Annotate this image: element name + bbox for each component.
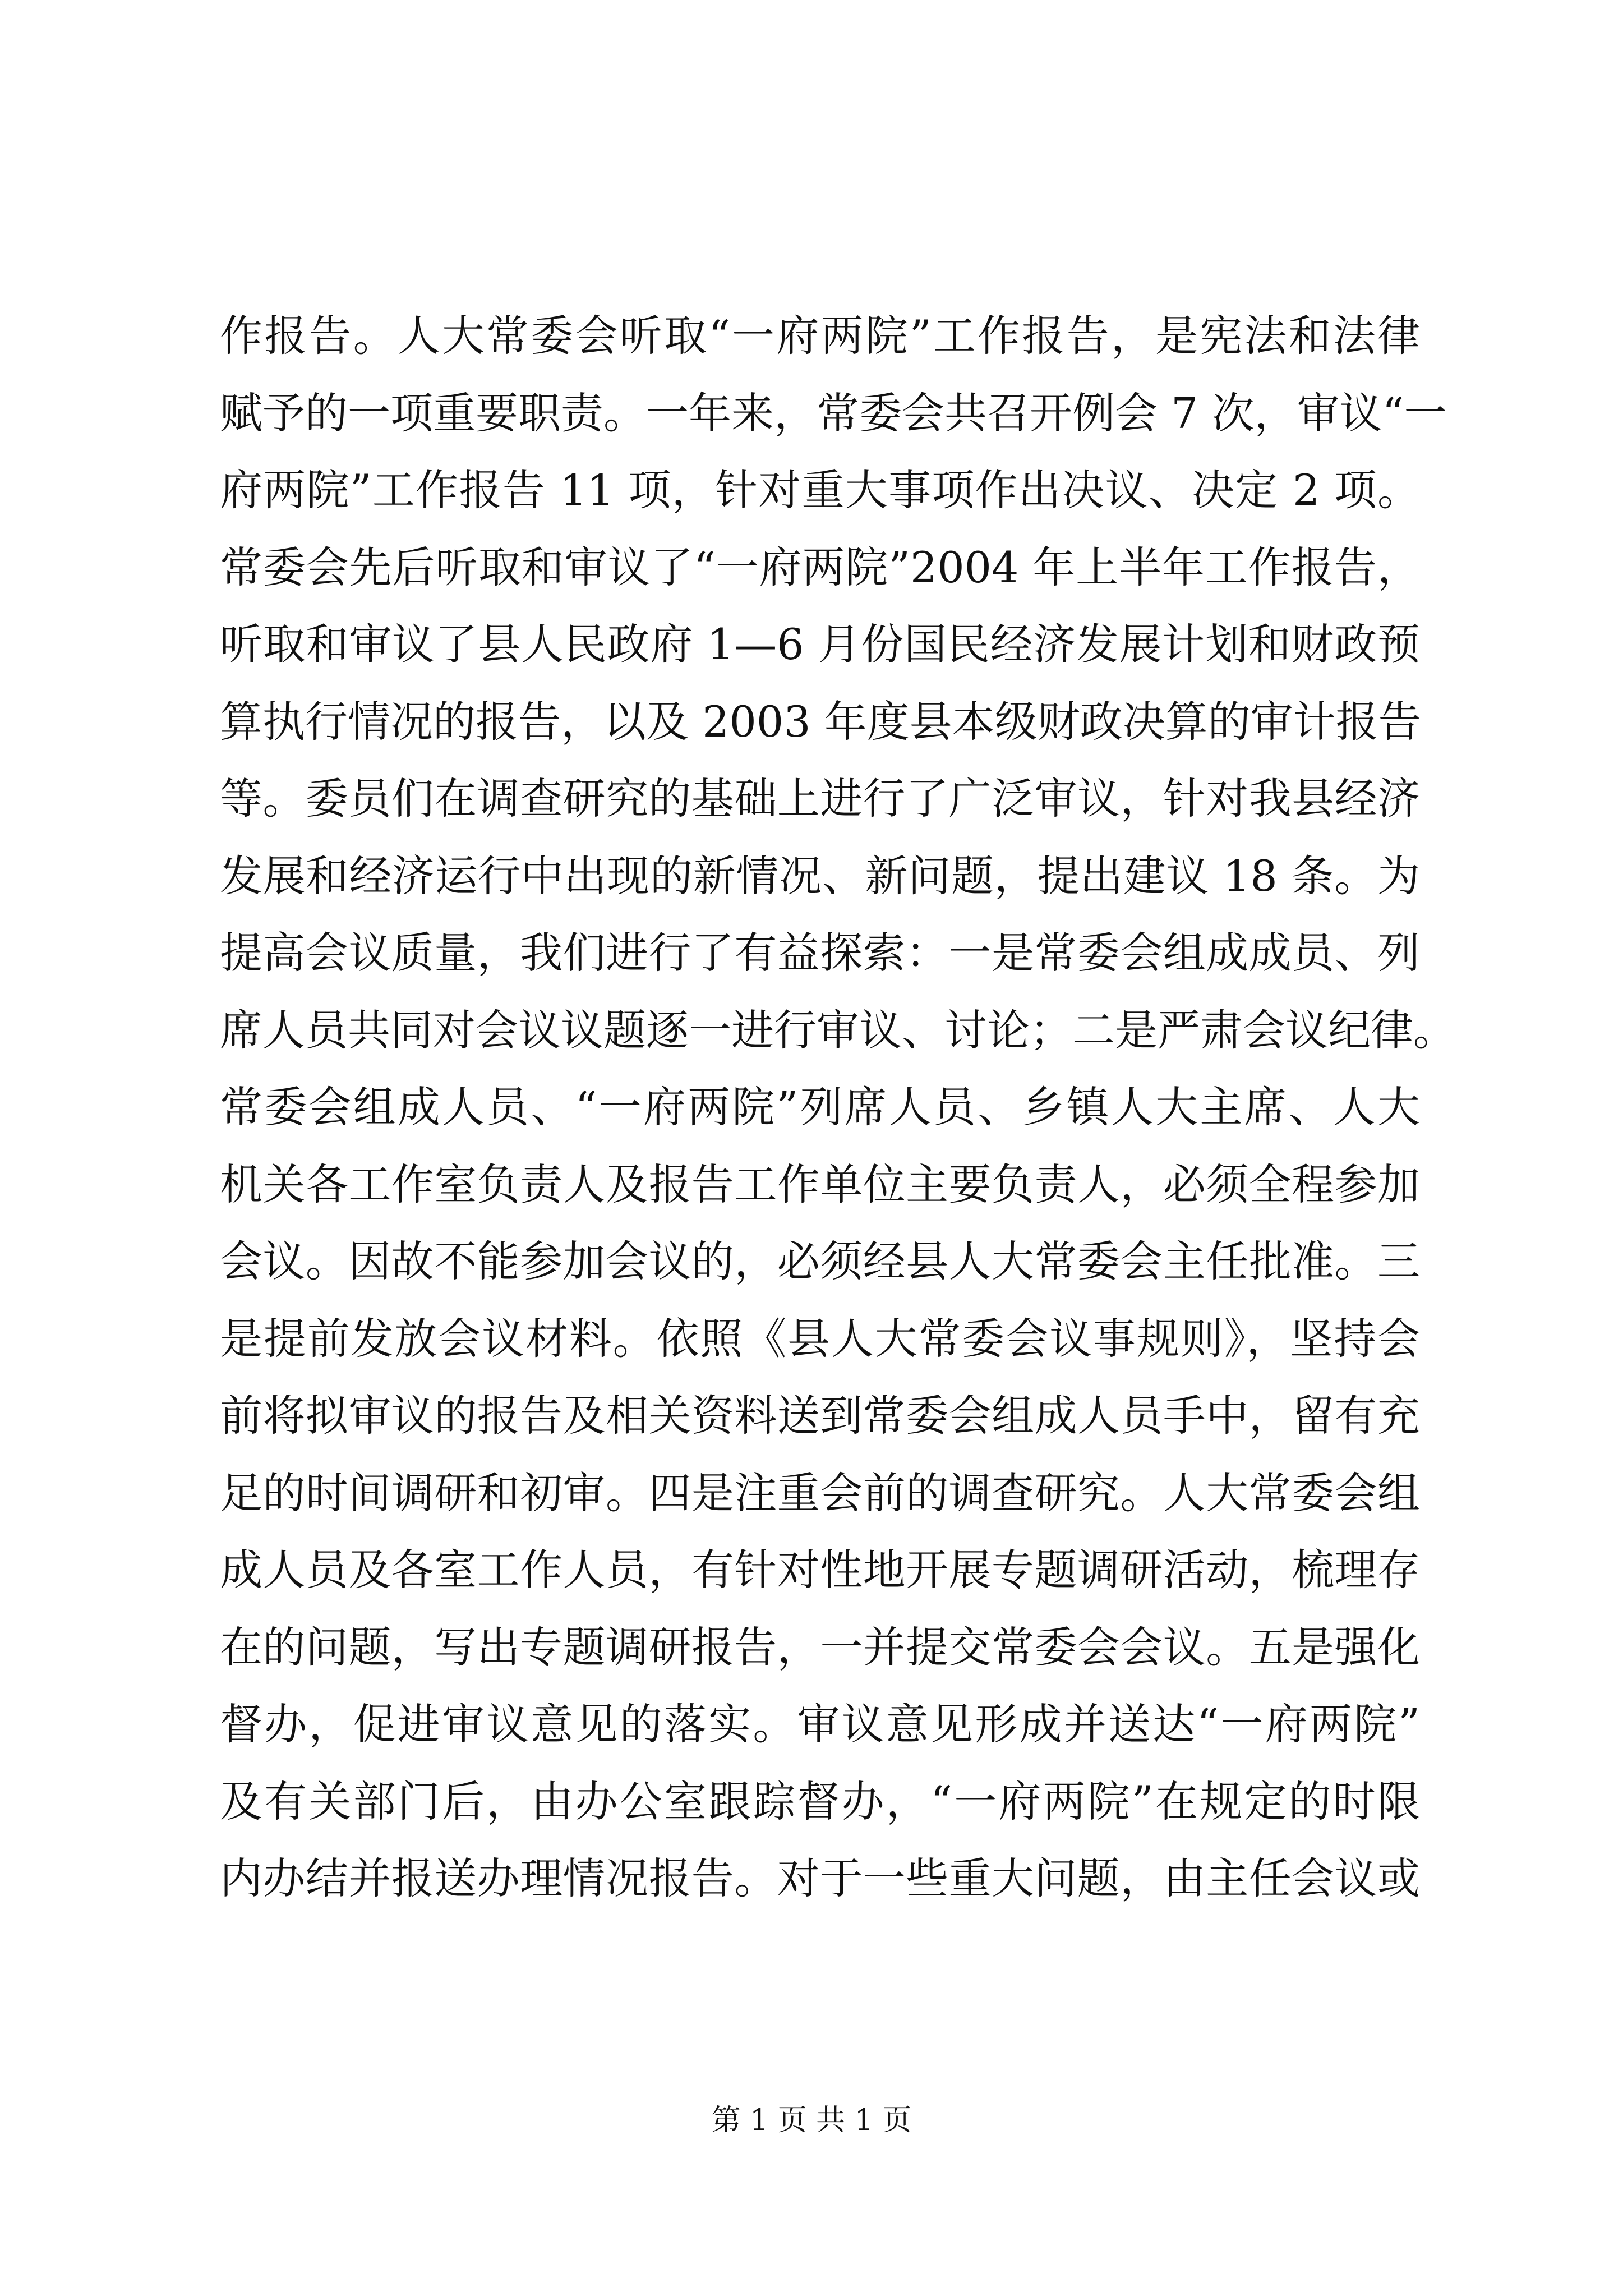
text-line: 督办，促进审议意见的落实。审议意见形成并送达“一府两院” xyxy=(220,1699,1420,1749)
text-line: 在的问题，写出专题调研报告，一并提交常委会会议。五是强化 xyxy=(220,1622,1420,1672)
text-line: 提高会议质量，我们进行了有益探索：一是常委会组成成员、列 xyxy=(220,928,1420,978)
page-footer: 第 1 页 共 1 页 xyxy=(711,2104,912,2137)
text-line: 席人员共同对会议议题逐一进行审议、讨论；二是严肃会议纪律。 xyxy=(220,1005,1456,1055)
text-line: 府两院”工作报告 11 项，针对重大事项作出决议、决定 2 项。 xyxy=(220,465,1420,515)
text-line: 前将拟审议的报告及相关资料送到常委会组成人员手中，留有充 xyxy=(220,1391,1420,1441)
text-line: 内办结并报送办理情况报告。对于一些重大问题，由主任会议或 xyxy=(220,1853,1420,1903)
text-line: 发展和经济运行中出现的新情况、新问题，提出建议 18 条。为 xyxy=(220,850,1420,901)
text-line: 听取和审议了县人民政府 1—6 月份国民经济发展计划和财政预 xyxy=(220,619,1420,669)
text-line: 作报告。人大常委会听取“一府两院”工作报告，是宪法和法律 xyxy=(220,311,1420,361)
body-paragraph xyxy=(220,297,1456,1917)
text-line: 算执行情况的报告，以及 2003 年度县本级财政决算的审计报告 xyxy=(220,696,1421,747)
text-line: 会议。因故不能参加会议的，必须经县人大常委会主任批准。三 xyxy=(220,1236,1420,1286)
text-line: 等。委员们在调查研究的基础上进行了广泛审议，针对我县经济 xyxy=(220,774,1420,823)
text-line: 赋予的一项重要职责。一年来，常委会共召开例会 7 次，审议“一 xyxy=(220,388,1447,438)
text-line: 是提前发放会议材料。依照《县人大常委会议事规则》，坚持会 xyxy=(220,1313,1420,1364)
text-line: 及有关部门后，由办公室跟踪督办，“一府两院”在规定的时限 xyxy=(220,1776,1420,1826)
text-line: 机关各工作室负责人及报告工作单位主要负责人，必须全程参加 xyxy=(220,1159,1420,1209)
text-line: 成人员及各室工作人员，有针对性地开展专题调研活动，梳理存 xyxy=(220,1545,1420,1595)
text-line: 常委会组成人员、“一府两院”列席人员、乡镇人大主席、人大 xyxy=(220,1082,1420,1132)
text-line: 足的时间调研和初审。四是注重会前的调查研究。人大常委会组 xyxy=(220,1467,1420,1518)
text-line: 常委会先后听取和审议了“一府两院”2004 年上半年工作报告， xyxy=(220,542,1420,592)
